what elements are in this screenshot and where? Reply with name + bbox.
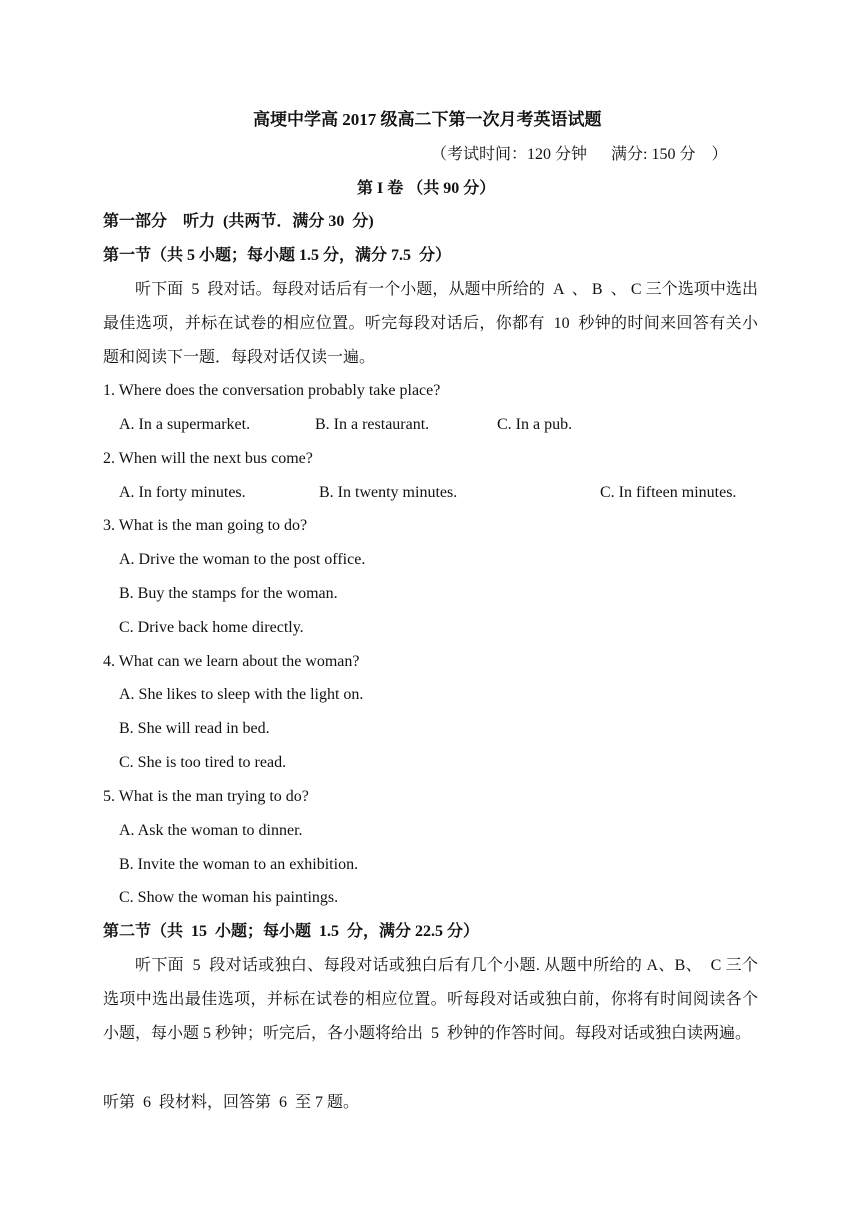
exam-title: 高埂中学高 2017 级高二下第一次月考英语试题 bbox=[253, 110, 602, 129]
question-5-option-b: B. Invite the woman to an exhibition. bbox=[119, 856, 359, 873]
question-1-stem: 1. Where does the conversation probably take place? bbox=[103, 382, 441, 399]
question-2-option-b: B. In twenty minutes. bbox=[319, 484, 458, 501]
question-3-stem: 3. What is the man going to do? bbox=[103, 517, 308, 534]
section1-heading: 第一节（共 5 小题；每小题 1.5 分，满分 7.5 分） bbox=[103, 247, 452, 264]
question-1-option-b: B. In a restaurant. bbox=[315, 416, 430, 433]
question-1-option-c: C. In a pub. bbox=[497, 416, 573, 433]
question-5-option-c: C. Show the woman his paintings. bbox=[119, 889, 339, 906]
question-2-stem: 2. When will the next bus come? bbox=[103, 450, 313, 467]
question-1-option-a: A. In a supermarket. bbox=[119, 416, 251, 433]
question-3-option-c: C. Drive back home directly. bbox=[119, 619, 304, 636]
question-3-option-a: A. Drive the woman to the post office. bbox=[119, 551, 366, 568]
section2-heading: 第二节（共 15 小题；每小题 1.5 分，满分 22.5 分） bbox=[103, 923, 480, 940]
section2-instructions: 听下面 5 段对话或独白、每段对话或独白后有几个小题. 从题中所给的 A、B、 C 三个选项中选出最佳选项，并标在试卷的相应位置。听每段对话或独白前，你将有时间阅读各个小题，每小题 5 秒钟；听完后，各小题将给出 5 秒钟的作答时间。每段对话或独白读两遍。 bbox=[103, 957, 758, 1042]
question-5-option-a: A. Ask the woman to dinner. bbox=[119, 822, 303, 839]
question-2-option-a: A. In forty minutes. bbox=[119, 484, 246, 501]
question-2-option-c: C. In fifteen minutes. bbox=[600, 484, 737, 501]
material-6-instruction: 听第 6 段材料，回答第 6 至 7 题。 bbox=[103, 1094, 360, 1111]
question-4-option-c: C. She is too tired to read. bbox=[119, 754, 287, 771]
question-5-stem: 5. What is the man trying to do? bbox=[103, 788, 309, 805]
question-3-option-b: B. Buy the stamps for the woman. bbox=[119, 585, 338, 602]
section1-instructions: 听下面 5 段对话。每段对话后有一个小题，从题中所给的 A 、 B 、 C 三个选项中选出最佳选项，并标在试卷的相应位置。听完每段对话后，你都有 10 秒钟的时间来回答有关小题和阅读下一题．每段对话仅读一遍。 bbox=[103, 281, 758, 366]
question-4-option-a: A. She likes to sleep with the light on. bbox=[119, 686, 364, 703]
exam-time-info: （考试时间：120 分钟 满分: 150 分 ） bbox=[431, 146, 728, 163]
question-4-option-b: B. She will read in bed. bbox=[119, 720, 270, 737]
part1-heading: 第一部分 听力 (共两节．满分 30 分) bbox=[103, 213, 374, 230]
question-4-stem: 4. What can we learn about the woman? bbox=[103, 653, 360, 670]
volume-heading: 第 I 卷 （共 90 分） bbox=[357, 180, 496, 197]
